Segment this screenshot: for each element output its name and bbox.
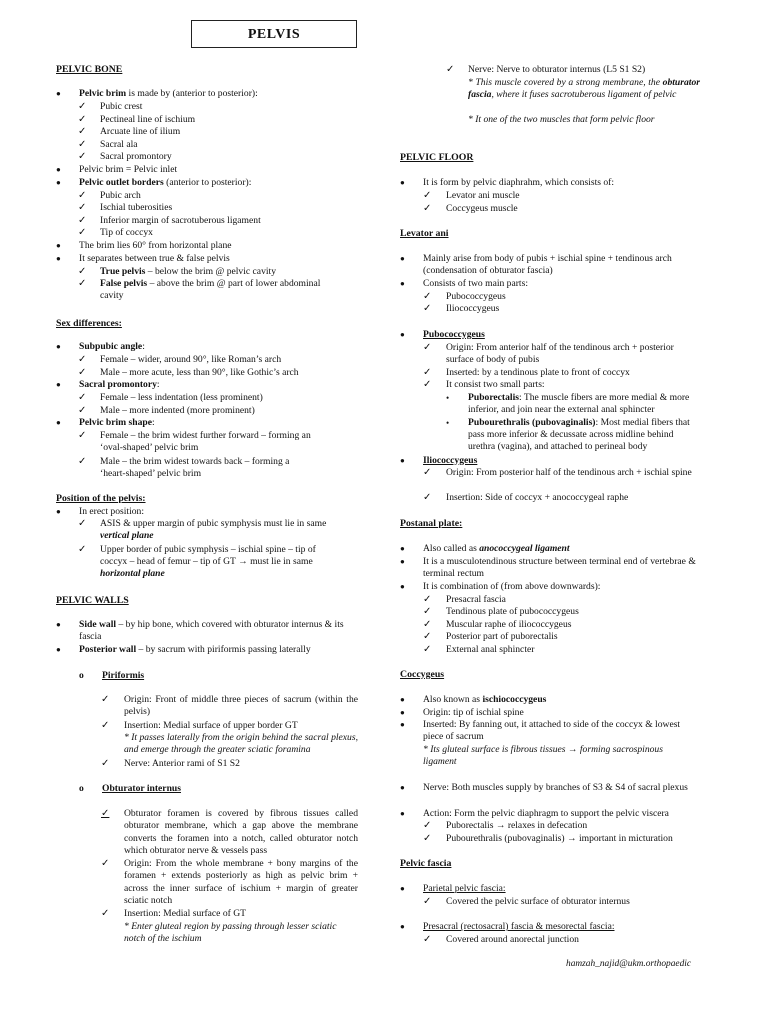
check-icon: ✓ — [78, 278, 87, 289]
bullet-icon: ● — [56, 89, 61, 98]
check-icon: ✓ — [78, 227, 87, 238]
bullet-icon: ● — [400, 455, 405, 465]
check-icon: ✓ — [446, 64, 455, 75]
obturator-fascia-note: * This muscle covered by a strong membrane, the obturator fascia, where it fuses sacrotuberous ligament of pelvic — [468, 76, 700, 100]
check-icon: ✓ — [423, 290, 432, 302]
heading-pelvic-fascia: Pelvic fascia — [400, 858, 452, 869]
check-icon: ✓ — [78, 113, 87, 125]
check-icon: ✓ — [423, 190, 432, 201]
check-icon: ✓ — [101, 908, 110, 919]
check-icon: ✓ — [423, 379, 432, 390]
check-icon: ✓ — [101, 858, 110, 869]
check-icon: ✓ — [423, 618, 432, 630]
bullet-icon: ● — [400, 582, 405, 591]
bullet-icon: ● — [400, 178, 405, 187]
coccygeus-note: * Its gluteal surface is fibrous tissues → forming sacrospinous ligament — [423, 744, 663, 768]
author-signature: hamzah_najid@ukm.orthopaedic — [566, 959, 692, 969]
check-icon: ✓ — [78, 392, 87, 403]
sub-bullet-icon: • — [446, 392, 450, 403]
bullet-icon: ● — [400, 695, 405, 704]
pelvic-floor-note: * It one of the two muscles that form pelvic floor — [468, 114, 655, 125]
bullet-icon: ● — [56, 418, 61, 427]
check-icon: ✓ — [423, 832, 432, 844]
obturator-note: * Enter gluteal region by passing through lesser sciatic notch of the ischium — [124, 920, 337, 944]
check-icon: ✓ — [423, 303, 432, 314]
check-icon: ✓ — [423, 820, 432, 831]
check-icon: ✓ — [78, 101, 87, 112]
heading-levator-ani: Levator ani — [400, 228, 449, 239]
heading-sex-differences: Sex differences: — [56, 318, 122, 329]
check-icon: ✓ — [78, 366, 87, 378]
bullet-icon: ● — [400, 544, 405, 553]
check-icon: ✓ — [423, 593, 432, 605]
check-icon: ✓ — [423, 341, 432, 353]
check-icon: ✓ — [78, 189, 87, 201]
bullet-icon: ● — [56, 620, 61, 629]
check-icon: ✓ — [101, 694, 110, 705]
piriformis-note: * It passes laterally from the origin behind the sacral plexus, and emerge through the greater sciatic foramina — [124, 732, 358, 756]
heading-pelvic-bone: PELVIC BONE — [56, 64, 123, 75]
bullet-icon: ● — [56, 177, 61, 187]
bullet-icon: ● — [400, 783, 405, 792]
check-icon: ✓ — [423, 643, 432, 655]
heading-pelvic-floor: PELVIC FLOOR — [400, 152, 474, 163]
check-icon: ✓ — [423, 202, 432, 214]
bullet-icon: ● — [56, 241, 61, 250]
check-icon: ✓ — [101, 719, 110, 731]
check-icon: ✓ — [78, 518, 87, 529]
check-icon: ✓ — [78, 455, 87, 467]
sub-bullet-icon: • — [446, 417, 450, 428]
bullet-icon: ● — [56, 506, 61, 516]
check-icon: ✓ — [78, 430, 87, 441]
check-icon: ✓ — [423, 631, 432, 642]
check-icon: ✓ — [78, 265, 87, 277]
check-icon: ✓ — [423, 895, 432, 907]
check-icon: ✓ — [78, 354, 87, 365]
check-icon: ✓ — [78, 214, 87, 226]
check-icon: ✓ — [78, 151, 87, 162]
check-icon: ✓ — [78, 404, 87, 416]
bullet-icon: ● — [400, 279, 405, 288]
check-icon: ✓ — [78, 138, 87, 150]
bullet-icon: ● — [56, 342, 61, 351]
check-icon: ✓ — [423, 606, 432, 617]
heading-coccygeus: Coccygeus — [400, 669, 445, 680]
check-icon: ✓ — [101, 808, 110, 819]
bullet-icon: ● — [400, 330, 405, 339]
page-title: PELVIS — [191, 20, 357, 48]
heading-position: Position of the pelvis: — [56, 493, 146, 504]
bullet-icon: ● — [400, 707, 405, 717]
check-icon: ✓ — [78, 543, 87, 555]
bullet-icon: ● — [400, 922, 405, 931]
bullet-icon: ● — [56, 165, 61, 174]
bullet-icon: ● — [400, 720, 405, 729]
check-icon: ✓ — [78, 126, 87, 137]
check-icon: ✓ — [101, 757, 110, 769]
bullet-icon: ● — [56, 254, 61, 263]
bullet-icon: ● — [56, 645, 61, 654]
bullet-icon: ● — [400, 254, 405, 263]
bullet-icon: ● — [400, 884, 405, 893]
bullet-icon: ● — [56, 380, 61, 389]
check-icon: ✓ — [78, 202, 87, 213]
bullet-icon: ● — [400, 808, 405, 818]
heading-pelvic-walls: PELVIC WALLS — [56, 595, 129, 606]
check-icon: ✓ — [423, 366, 432, 378]
bullet-icon: ● — [400, 557, 405, 566]
check-icon: ✓ — [423, 492, 432, 503]
check-icon: ✓ — [423, 467, 432, 478]
check-icon: ✓ — [423, 933, 432, 945]
heading-postanal-plate: Postanal plate: — [400, 518, 463, 529]
